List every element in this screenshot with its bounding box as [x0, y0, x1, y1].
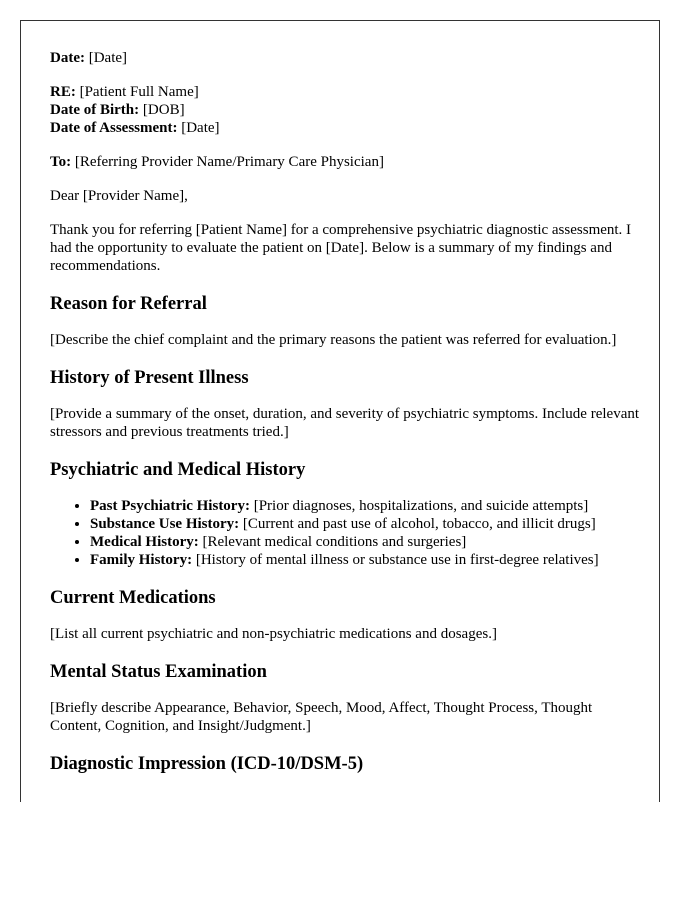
- assessment-date-label: Date of Assessment:: [50, 120, 178, 136]
- to-value: [Referring Provider Name/Primary Care Physician]: [71, 154, 384, 170]
- list-item: [90, 551, 642, 569]
- history-item-text: [Relevant medical conditions and surgeries]: [198, 534, 467, 550]
- list-item: [90, 497, 642, 515]
- hpi-heading: History of Present Illness: [50, 368, 249, 388]
- medications-body: [List all current psychiatric and non-psychiatric medications and dosages.]: [50, 626, 497, 642]
- medications-heading: Current Medications: [50, 588, 216, 608]
- history-item-text: [Current and past use of alcohol, tobacco, and illicit drugs]: [239, 516, 596, 532]
- re-value: [Patient Full Name]: [75, 84, 199, 100]
- letter-page: [20, 20, 660, 802]
- hpi-body: [Provide a summary of the onset, duration, and severity of psychiatric symptoms. Include relevant stressors and previous treatments tried.]: [50, 406, 640, 440]
- list-item: [90, 533, 642, 551]
- patient-info-block: [50, 83, 642, 137]
- list-item: [90, 515, 642, 533]
- date-label: Date:: [50, 50, 85, 66]
- history-item-label: Family History:: [90, 552, 193, 568]
- history-item-label: Medical History:: [90, 534, 199, 550]
- recipient-line: [50, 153, 642, 171]
- history-heading: Psychiatric and Medical History: [50, 460, 306, 480]
- re-label: RE:: [50, 84, 76, 100]
- date-value: [Date]: [84, 50, 128, 66]
- history-item-label: Substance Use History:: [90, 516, 240, 532]
- letter-content: [50, 49, 642, 791]
- date-line: [50, 49, 642, 67]
- mse-body: [Briefly describe Appearance, Behavior, Speech, Mood, Affect, Thought Process, Thought Content, Cognition, and Insight/Judgment.]: [50, 700, 593, 734]
- reason-body: [Describe the chief complaint and the primary reasons the patient was referred for evaluation.]: [50, 332, 617, 348]
- intro-paragraph: Thank you for referring [Patient Name] for a comprehensive psychiatric diagnostic assessment. I had the opportunity to evaluate the patient on [Date]. Below is a summary of my findings and recommendations.: [50, 222, 632, 274]
- reason-heading: Reason for Referral: [50, 294, 207, 314]
- dob-value: [DOB]: [139, 102, 185, 118]
- to-label: To:: [50, 154, 72, 170]
- assessment-date-value: [Date]: [177, 120, 220, 136]
- history-item-text: [History of mental illness or substance use in first-degree relatives]: [192, 552, 599, 568]
- history-list: [50, 497, 642, 569]
- history-item-label: Past Psychiatric History:: [90, 498, 250, 514]
- salutation: Dear [Provider Name],: [50, 188, 188, 204]
- history-item-text: [Prior diagnoses, hospitalizations, and suicide attempts]: [249, 498, 589, 514]
- mse-heading: Mental Status Examination: [50, 662, 267, 682]
- diagnostic-impression-heading: Diagnostic Impression (ICD-10/DSM-5): [50, 754, 364, 774]
- dob-label: Date of Birth:: [50, 102, 140, 118]
